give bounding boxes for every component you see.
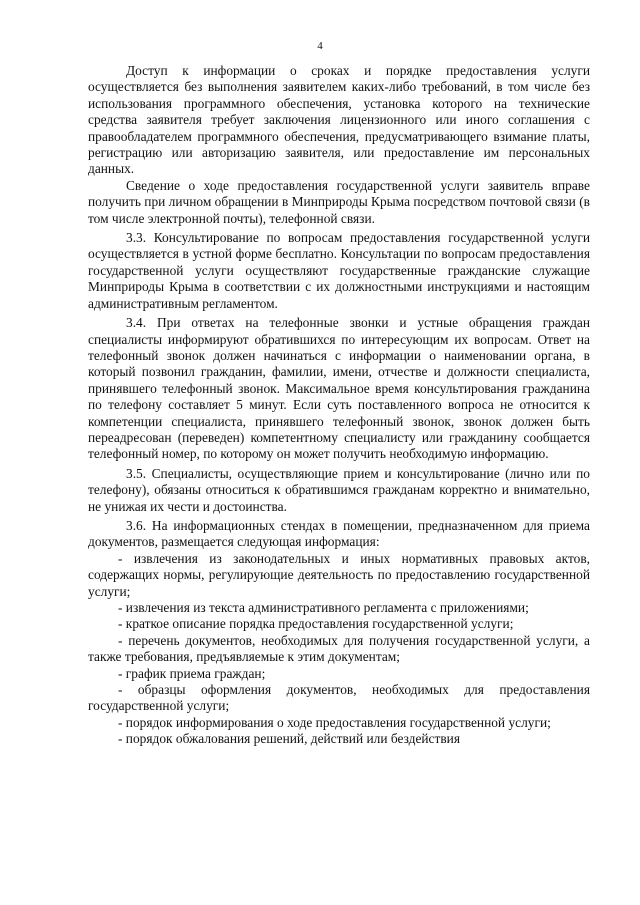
document-body <box>88 63 590 748</box>
paragraph-3-4: 3.4. При ответах на телефонные звонки и устные обращения граждан специалисты информируют обратившихся по интересующим их вопросам. Ответ на телефонный звонок должен начинаться с информации о наименовании органа, в который позвонил гражданин, фамилии, имени, отчестве и должности специалиста, принявшего телефонный звонок. Максимальное время консультирования гражданина по телефону составляет 5 минут. Если суть поставленного вопроса не относится к компетенции специалиста, принявшего телефонный звонок, звонок должен быть переадресован (переведен) компетентному специалисту или гражданину сообщается телефонный номер, по которому он может получить необходимую информацию. <box>88 315 590 462</box>
list-item: - извлечения из текста административного регламента с приложениями; <box>118 600 529 615</box>
list-item: - график приема граждан; <box>118 665 266 681</box>
list-item: - перечень документов, необходимых для получения государственной услуги, а также требования, предъявляемые к этим документам; <box>88 632 590 665</box>
list-item: - краткое описание порядка предоставления государственной услуги; <box>118 616 514 632</box>
paragraph-progress-info: Сведение о ходе предоставления государственной услуги заявитель вправе получить при личном обращении в Минприроды Крыма посредством почтовой связи (в том числе электронной почты), телефонной связи. <box>88 177 590 226</box>
paragraph-access-info: Доступ к информации о сроках и порядке предоставления услуги осуществляется без выполнения заявителем каких-либо требований, в том числе без использования программного обеспечения, установка которого на технические средства заявителя требует заключения лицензионного или иного соглашения с правообладателем программного обеспечения, предусматривающего взимание платы, регистрацию или авторизацию заявителя, или предоставление им персональных данных. <box>88 63 590 177</box>
list-item: - порядок обжалования решений, действий или бездействия <box>118 731 461 747</box>
paragraph-3-3: 3.3. Консультирование по вопросам предоставления государственной услуги осуществляется в устной форме бесплатно. Консультации по вопросам предоставления государственной услуги осуществляют государственные гражданские служащие Минприроды Крыма в соответствии с их должностными инструкциями и настоящим административным регламентом. <box>88 230 590 311</box>
list-item: - извлечения из законодательных и иных нормативных правовых актов, содержащих нормы, регулирующие деятельность по предоставлению государственной услуги; <box>88 550 590 599</box>
page-number: 4 <box>317 40 323 52</box>
list-item: - порядок информирования о ходе предоставления государственной услуги; <box>118 714 551 730</box>
list-item: - образцы оформления документов, необходимых для предоставления государственной услуги; <box>88 682 590 714</box>
paragraph-3-5: 3.5. Специалисты, осуществляющие прием и консультирование (лично или по телефону), обязаны относиться к обратившимся гражданам корректно и внимательно, не унижая их чести и достоинства. <box>88 465 590 514</box>
paragraph-3-6: 3.6. На информационных стендах в помещении, предназначенном для приема документов, размещается следующая информация: <box>88 517 590 550</box>
